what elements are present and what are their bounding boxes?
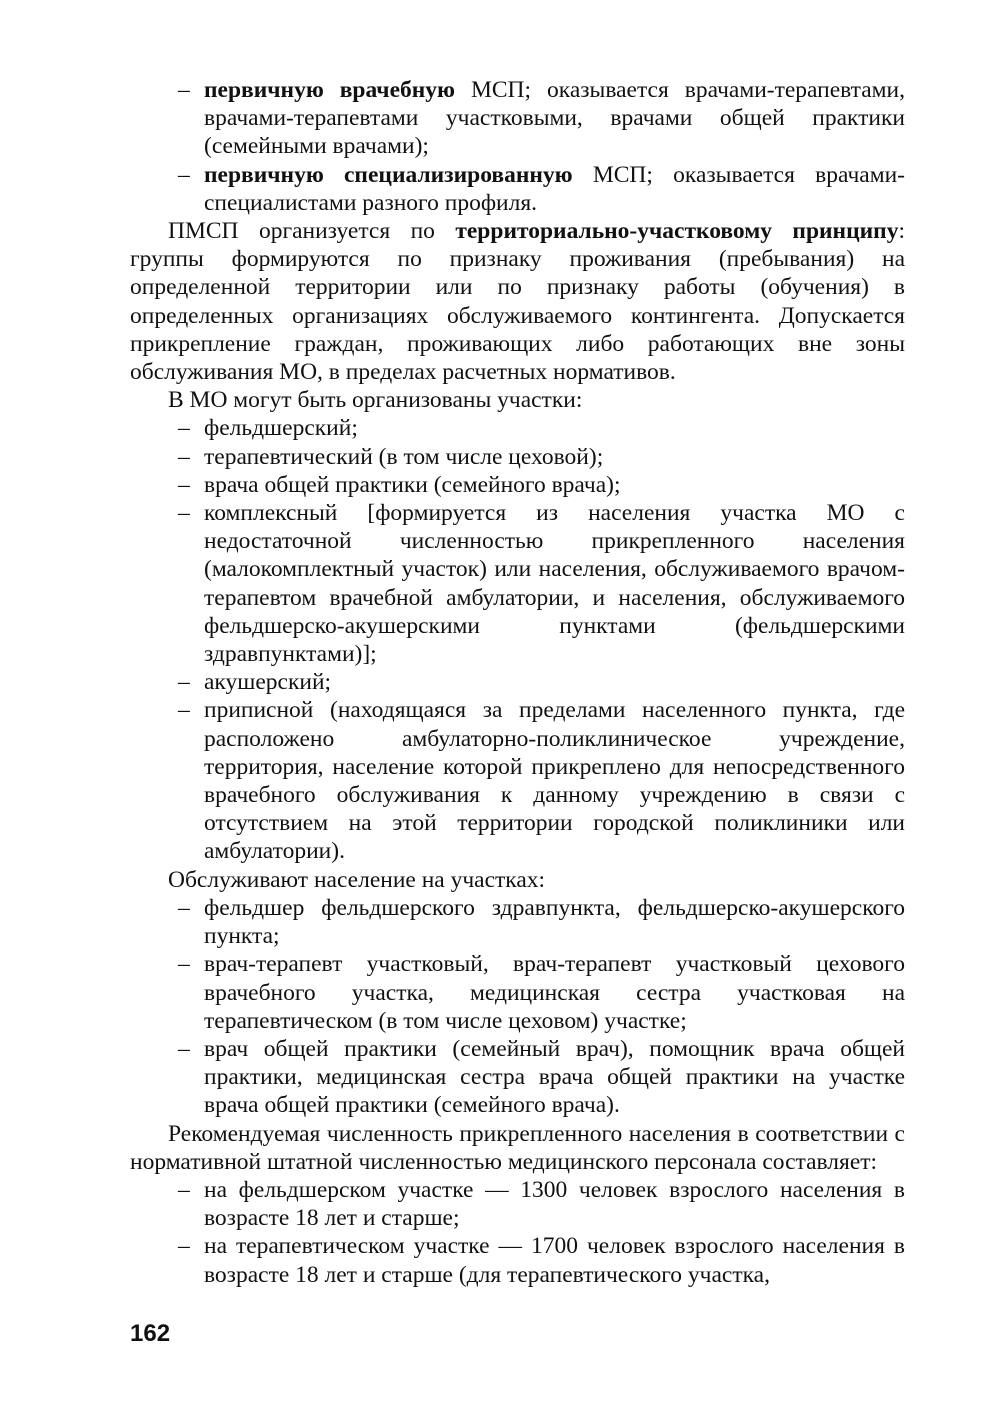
body-text bbox=[130, 76, 905, 1289]
list-dash: – bbox=[178, 1035, 190, 1062]
text-run: врача общей практики (семейного врача); bbox=[204, 471, 621, 498]
text-run: : группы формируются по признаку проживания (пребывания) на определенной территории или по признаку работы (обучения) в определенных организациях обслуживаемого контингента. Допускается прикрепление граждан, проживающих либо работающих вне зоны обслуживания МО, в пределах расчетных нормативов. bbox=[130, 218, 905, 386]
list-item bbox=[130, 161, 905, 217]
bold-term: территориально-участковому принципу bbox=[455, 218, 899, 245]
list-item bbox=[130, 1035, 905, 1120]
list-item bbox=[130, 76, 905, 161]
list-dash: – bbox=[178, 697, 190, 724]
text-run: приписной (находящаяся за пределами населенного пункта, где расположено амбулаторно-поликлиническое учреждение, территория, население которой прикреплено для непосредственного врачебного обслуживания к данному учреждению в связи с отсутствием на этой территории городской поликлиники или амбулатории). bbox=[204, 697, 905, 865]
list-item bbox=[130, 1176, 905, 1232]
paragraph bbox=[130, 217, 905, 386]
bold-term: первичную специализированную bbox=[204, 161, 573, 188]
list-dash: – bbox=[178, 415, 190, 442]
paragraph bbox=[130, 1120, 905, 1176]
paragraph bbox=[130, 386, 905, 414]
text-run: врач-терапевт участковый, врач-терапевт участковый цехового врачебного участка, медицинская сестра участковая на терапевтическом (в том числе цеховом) участке; bbox=[204, 951, 905, 1034]
list-dash: – bbox=[178, 894, 190, 921]
list-dash: – bbox=[178, 1233, 190, 1260]
list-item bbox=[130, 696, 905, 865]
list-item bbox=[130, 414, 905, 442]
text-run: МСП; оказывается врачами-терапевтами, врачами-терапевтами участковыми, врачами общей практики (семейными врачами); bbox=[204, 77, 905, 160]
list-dash: – bbox=[178, 443, 190, 470]
text-run: на терапевтическом участке — 1700 человек взрослого населения в возрасте 18 лет и старше (для терапевтического участка, bbox=[204, 1233, 905, 1288]
text-run: акушерский; bbox=[204, 669, 332, 696]
list-dash: – bbox=[178, 1176, 190, 1203]
list-item bbox=[130, 950, 905, 1035]
list-dash: – bbox=[178, 77, 190, 103]
paragraph bbox=[130, 866, 905, 894]
text-run: терапевтический (в том числе цеховой); bbox=[204, 443, 604, 470]
list-dash: – bbox=[178, 471, 190, 498]
text-run: Рекомендуемая численность прикрепленного населения в соответствии с нормативной штатной численностью медицинского персонала составляет: bbox=[130, 1120, 905, 1175]
text-run: В МО могут быть организованы участки: bbox=[168, 387, 583, 414]
text-run: комплексный [формируется из населения участка МО с недостаточной численностью прикрепленного населения (малокомплектный участок) или населения, обслуживаемого врачом-терапевтом врачебной амбулатории, и населения, обслуживаемого фельдшерско-акушерскими пунктами (фельдшерскими здравпунктами)]; bbox=[204, 500, 905, 668]
list-item bbox=[130, 894, 905, 950]
text-run: фельдшер фельдшерского здравпункта, фельдшерско-акушерского пункта; bbox=[204, 894, 905, 950]
list-item bbox=[130, 443, 905, 471]
list-dash: – bbox=[178, 161, 190, 188]
list-item bbox=[130, 471, 905, 499]
text-run: Обслуживают население на участках: bbox=[168, 866, 546, 893]
list-dash: – bbox=[178, 669, 190, 696]
text-run: МСП; оказывается врачами-специалистами разного профиля. bbox=[204, 161, 906, 216]
list-item bbox=[130, 1232, 905, 1288]
text-run: фельдшерский; bbox=[204, 415, 358, 442]
list-item bbox=[130, 668, 905, 696]
list-item bbox=[130, 499, 905, 668]
text-run: врач общей практики (семейный врач), помощник врача общей практики, медицинская сестра врача общей практики на участке врача общей практики (семейного врача). bbox=[204, 1035, 905, 1119]
bold-term: первичную врачебную bbox=[204, 77, 455, 103]
text-run: на фельдшерском участке — 1300 человек взрослого населения в возрасте 18 лет и старше; bbox=[204, 1176, 905, 1232]
page-number: 162 bbox=[130, 1320, 171, 1347]
list-dash: – bbox=[178, 500, 190, 527]
text-run: ПМСП организуется по bbox=[168, 218, 456, 245]
list-dash: – bbox=[178, 951, 190, 978]
